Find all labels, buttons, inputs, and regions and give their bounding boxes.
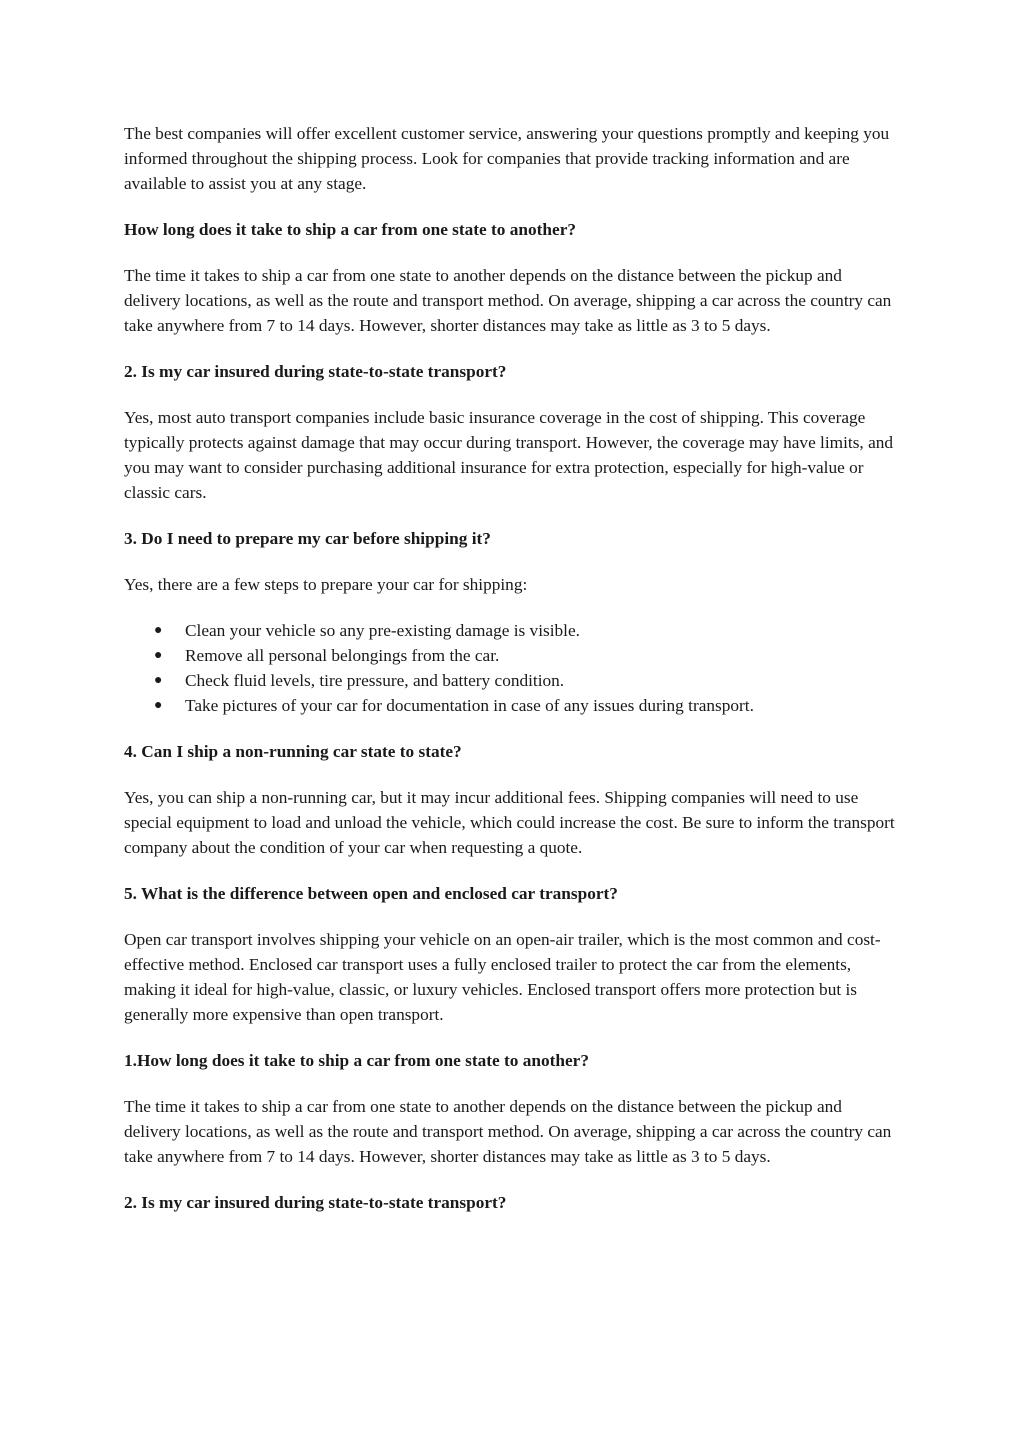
answer-paragraph-prepare-car: Yes, there are a few steps to prepare your car for shipping: — [124, 575, 528, 594]
question-heading-insurance: 2. Is my car insured during state-to-state transport? — [124, 362, 507, 381]
list-item-text: Remove all personal belongings from the car. — [185, 646, 500, 665]
question-heading-shipping-time-repeat: 1.How long does it take to ship a car from one state to another? — [124, 1051, 589, 1070]
answer-paragraph-shipping-time-repeat: The time it takes to ship a car from one state to another depends on the distance between the pickup and delivery locations, as well as the route and transport method. On average, shipping a car across the country can take anywhere from 7 to 14 days. However, shorter distances may take as little as 3 to 5 days. — [124, 1097, 892, 1166]
answer-paragraph-shipping-time: The time it takes to ship a car from one state to another depends on the distance between the pickup and delivery locations, as well as the route and transport method. On average, shipping a car across the country can take anywhere from 7 to 14 days. However, shorter distances may take as little as 3 to 5 days. — [124, 266, 892, 335]
list-item-text: Take pictures of your car for documentation in case of any issues during transport. — [185, 696, 754, 715]
list-item-text: Check fluid levels, tire pressure, and battery condition. — [185, 671, 565, 690]
list-item — [124, 643, 900, 668]
list-item-text: Clean your vehicle so any pre-existing damage is visible. — [185, 621, 580, 640]
question-heading-prepare-car: 3. Do I need to prepare my car before shipping it? — [124, 529, 491, 548]
list-item — [124, 618, 900, 643]
bullet-icon: ● — [154, 698, 163, 713]
answer-paragraph-insurance: Yes, most auto transport companies include basic insurance coverage in the cost of shipping. This coverage typically protects against damage that may occur during transport. However, the coverage may have limits, and you may want to consider purchasing additional insurance for extra protection, especially for high-value or classic cars. — [124, 408, 894, 502]
bullet-icon: ● — [154, 673, 163, 688]
question-heading-insurance-repeat: 2. Is my car insured during state-to-state transport? — [124, 1193, 507, 1212]
list-item — [124, 668, 900, 693]
answer-paragraph-open-vs-enclosed: Open car transport involves shipping your vehicle on an open-air trailer, which is the most common and cost-effective method. Enclosed car transport uses a fully enclosed trailer to protect the car from the elements, making it ideal for high-value, classic, or luxury vehicles. Enclosed transport offers more protection but is generally more expensive than open transport. — [124, 930, 881, 1024]
question-heading-shipping-time: How long does it take to ship a car from one state to another? — [124, 220, 577, 239]
document-page — [124, 121, 900, 1236]
intro-paragraph: The best companies will offer excellent customer service, answering your questions promptly and keeping you informed throughout the shipping process. Look for companies that provide tracking information and are available to assist you at any stage. — [124, 124, 890, 193]
list-item — [124, 693, 900, 718]
bullet-icon: ● — [154, 623, 163, 638]
question-heading-open-vs-enclosed: 5. What is the difference between open and enclosed car transport? — [124, 884, 618, 903]
prepare-car-checklist — [124, 618, 900, 718]
bullet-icon: ● — [154, 648, 163, 663]
answer-paragraph-non-running-car: Yes, you can ship a non-running car, but it may incur additional fees. Shipping companies will need to use special equipment to load and unload the vehicle, which could increase the cost. Be sure to inform the transport company about the condition of your car when requesting a quote. — [124, 788, 895, 857]
question-heading-non-running-car: 4. Can I ship a non-running car state to state? — [124, 742, 462, 761]
